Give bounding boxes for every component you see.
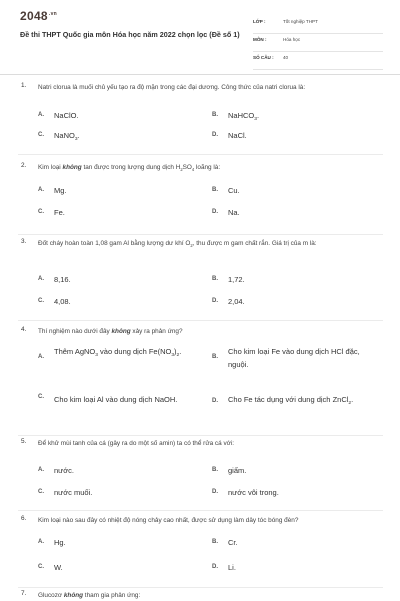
question-text: Đốt cháy hoàn toàn 1,08 gam Al bằng lượng dư khí $O_2$, thu được m gam chất rắn. Giá trị của m là: xyxy=(38,240,317,248)
option-letter: D. xyxy=(212,564,218,570)
question-text: Glucozơ không tham gia phản ứng: xyxy=(38,592,141,599)
exam-header xyxy=(0,0,400,74)
option-text: NaHCO$_3$. xyxy=(228,111,260,122)
option-letter: C. xyxy=(38,394,44,400)
question-number: 7. xyxy=(21,590,27,597)
meta-row-class xyxy=(253,16,383,34)
option-letter: A. xyxy=(38,539,44,545)
meta-value: Hóa học xyxy=(283,37,301,42)
option-text: Thêm AgNO$_3$ vào dung dịch $Fe(NO_3)_2$. xyxy=(54,347,182,358)
question-divider xyxy=(18,510,383,511)
option-letter: A. xyxy=(38,187,44,193)
option-text: Cho kim loại Al vào dung dịch NaOH. xyxy=(54,395,178,404)
option-letter: A. xyxy=(38,467,44,473)
option-text: 4,08. xyxy=(54,297,71,306)
question-divider xyxy=(18,234,383,235)
meta-label: MÔN : xyxy=(253,37,267,42)
option-text: nước muối. xyxy=(54,488,93,497)
question-number: 1. xyxy=(21,82,27,89)
option-letter: B. xyxy=(212,467,218,473)
option-text: Na. xyxy=(228,208,240,217)
option-text: Cho kim loại Fe vào dung dịch HCl đặc, nguội. xyxy=(228,347,360,369)
header-divider xyxy=(0,74,400,75)
question-number: 6. xyxy=(21,515,27,522)
option-letter: D. xyxy=(212,398,218,404)
question-text: Kim loại nào sau đây có nhiệt độ nóng chảy cao nhất, được sử dụng làm dây tóc bóng đèn? xyxy=(38,517,299,524)
option-text: giấm. xyxy=(228,466,247,475)
option-letter: C. xyxy=(38,209,44,215)
option-letter: B. xyxy=(212,187,218,193)
option-text: nước. xyxy=(54,466,74,475)
meta-label: SỐ CÂU : xyxy=(253,55,274,60)
question-divider xyxy=(18,320,383,321)
option-letter: A. xyxy=(38,112,44,118)
option-text: nước vôi trong. xyxy=(228,488,279,497)
question-divider xyxy=(18,154,383,155)
question-divider xyxy=(18,587,383,588)
question-text: Kim loại không tan được trong lượng dung dịch $H_2SO_4$ loãng là: xyxy=(38,164,221,172)
option-letter: C. xyxy=(38,489,44,495)
meta-label: LỚP : xyxy=(253,19,266,24)
option-text: Fe. xyxy=(54,208,65,217)
option-letter: D. xyxy=(212,489,218,495)
option-text: 2,04. xyxy=(228,297,245,306)
meta-value: 40 xyxy=(283,55,289,60)
option-text: Mg. xyxy=(54,186,67,195)
exam-meta xyxy=(253,16,383,70)
question-text: Thí nghiệm nào dưới đây không xảy ra phản ứng? xyxy=(38,328,183,335)
option-letter: D. xyxy=(212,298,218,304)
option-text: W. xyxy=(54,563,63,572)
option-letter: D. xyxy=(212,132,218,138)
question-number: 4. xyxy=(21,326,27,333)
option-text: Cu. xyxy=(228,186,240,195)
question-number: 3. xyxy=(21,238,27,245)
option-letter: B. xyxy=(212,112,218,118)
option-text: NaNO$_3$. xyxy=(54,131,80,142)
option-text: Cho Fe tác dụng với dung dịch ZnCl$_2$. xyxy=(228,395,354,406)
option-letter: A. xyxy=(38,354,44,360)
meta-value: Tốt nghiệp THPT xyxy=(283,19,318,24)
option-text: Li. xyxy=(228,563,236,572)
option-letter: C. xyxy=(38,132,44,138)
option-text: Cr. xyxy=(228,538,238,547)
exam-title: Đề thi THPT Quốc gia môn Hóa học năm 2022 chọn lọc (Đề số 1) xyxy=(20,30,240,39)
question-number: 2. xyxy=(21,162,27,169)
option-letter: C. xyxy=(38,564,44,570)
option-letter: A. xyxy=(38,276,44,282)
meta-row-subject xyxy=(253,34,383,52)
question-text: Để khử mùi tanh của cá (gây ra do một số amin) ta có thể rửa cá với: xyxy=(38,440,235,447)
question-divider xyxy=(18,435,383,436)
option-letter: B. xyxy=(212,276,218,282)
option-text: 8,16. xyxy=(54,275,71,284)
option-text: NaClO. xyxy=(54,111,79,120)
option-letter: B. xyxy=(212,539,218,545)
brand-logo[interactable]: $2048^{.vn}$ xyxy=(20,9,58,23)
option-letter: D. xyxy=(212,209,218,215)
meta-row-count xyxy=(253,52,383,70)
option-text: NaCl. xyxy=(228,131,247,140)
option-letter: B. xyxy=(212,354,218,360)
option-text: 1,72. xyxy=(228,275,245,284)
option-text: Hg. xyxy=(54,538,66,547)
question-text: Natri clorua là muối chủ yếu tạo ra độ mặn trong các đại dương. Công thức của natri clorua là: xyxy=(38,84,306,91)
option-letter: C. xyxy=(38,298,44,304)
question-number: 5. xyxy=(21,438,27,445)
